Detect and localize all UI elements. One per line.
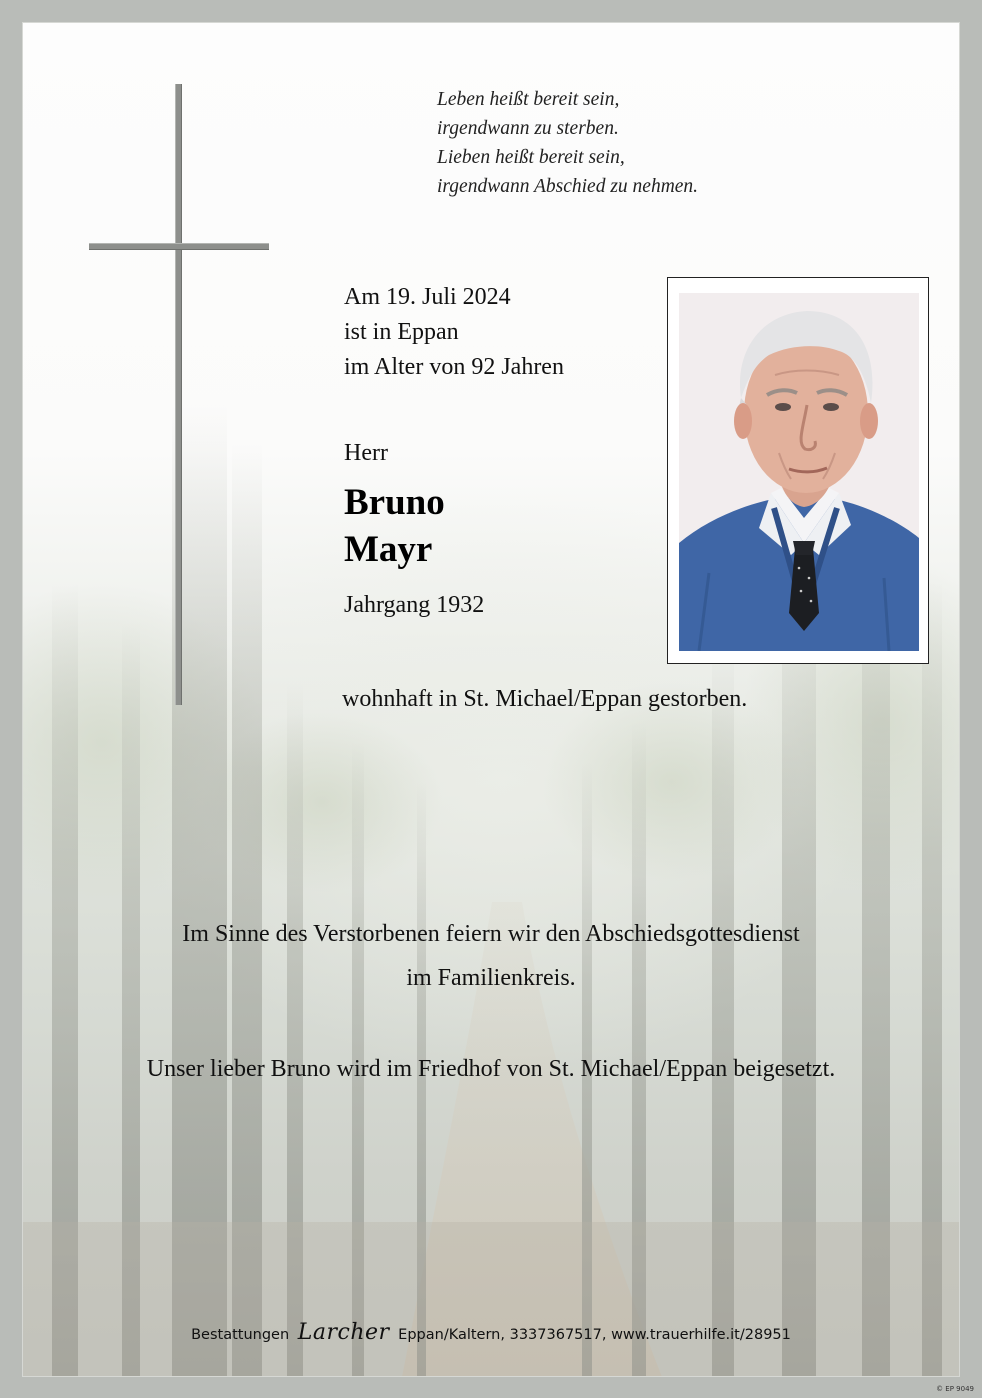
cross-icon-vertical-beam bbox=[175, 84, 182, 705]
residence-and-passing: wohnhaft in St. Michael/Eppan gestorben. bbox=[342, 686, 748, 712]
footer-contact: Eppan/Kaltern, 3337367517, www.trauerhilfe.it/28951 bbox=[398, 1327, 791, 1343]
funeral-service-text bbox=[22, 912, 960, 1000]
deceased-name bbox=[344, 479, 445, 573]
portrait-photo bbox=[679, 293, 919, 651]
salutation: Herr bbox=[344, 440, 388, 466]
quote-line: Lieben heißt bereit sein, bbox=[437, 147, 625, 168]
service-line-1: Im Sinne des Verstorbenen feiern wir den Abschiedsgottesdienst bbox=[182, 921, 800, 947]
quote-line: irgendwann Abschied zu nehmen. bbox=[437, 176, 699, 197]
cross-icon-horizontal-beam bbox=[89, 243, 269, 250]
print-code: © EP 9049 bbox=[936, 1385, 974, 1393]
last-name: Mayr bbox=[344, 529, 433, 570]
death-place: ist in Eppan bbox=[344, 319, 459, 345]
death-notice-block bbox=[344, 280, 564, 385]
birth-year: Jahrgang 1932 bbox=[344, 592, 485, 618]
footer-prefix: Bestattungen bbox=[191, 1327, 290, 1343]
funeral-home-logo: Larcher bbox=[297, 1320, 390, 1345]
portrait-frame bbox=[667, 277, 929, 664]
memorial-quote bbox=[437, 85, 917, 201]
portrait-illustration bbox=[679, 293, 919, 651]
quote-line: Leben heißt bereit sein, bbox=[437, 89, 620, 110]
funeral-home-footer bbox=[22, 1320, 960, 1345]
age-at-death: im Alter von 92 Jahren bbox=[344, 354, 564, 380]
quote-line: irgendwann zu sterben. bbox=[437, 118, 619, 139]
obituary-sheet bbox=[22, 22, 960, 1377]
death-date: Am 19. Juli 2024 bbox=[344, 284, 511, 310]
burial-text: Unser lieber Bruno wird im Friedhof von St. Michael/Eppan beigesetzt. bbox=[146, 1056, 836, 1082]
first-name: Bruno bbox=[344, 482, 445, 523]
service-line-2: im Familienkreis. bbox=[406, 965, 576, 991]
